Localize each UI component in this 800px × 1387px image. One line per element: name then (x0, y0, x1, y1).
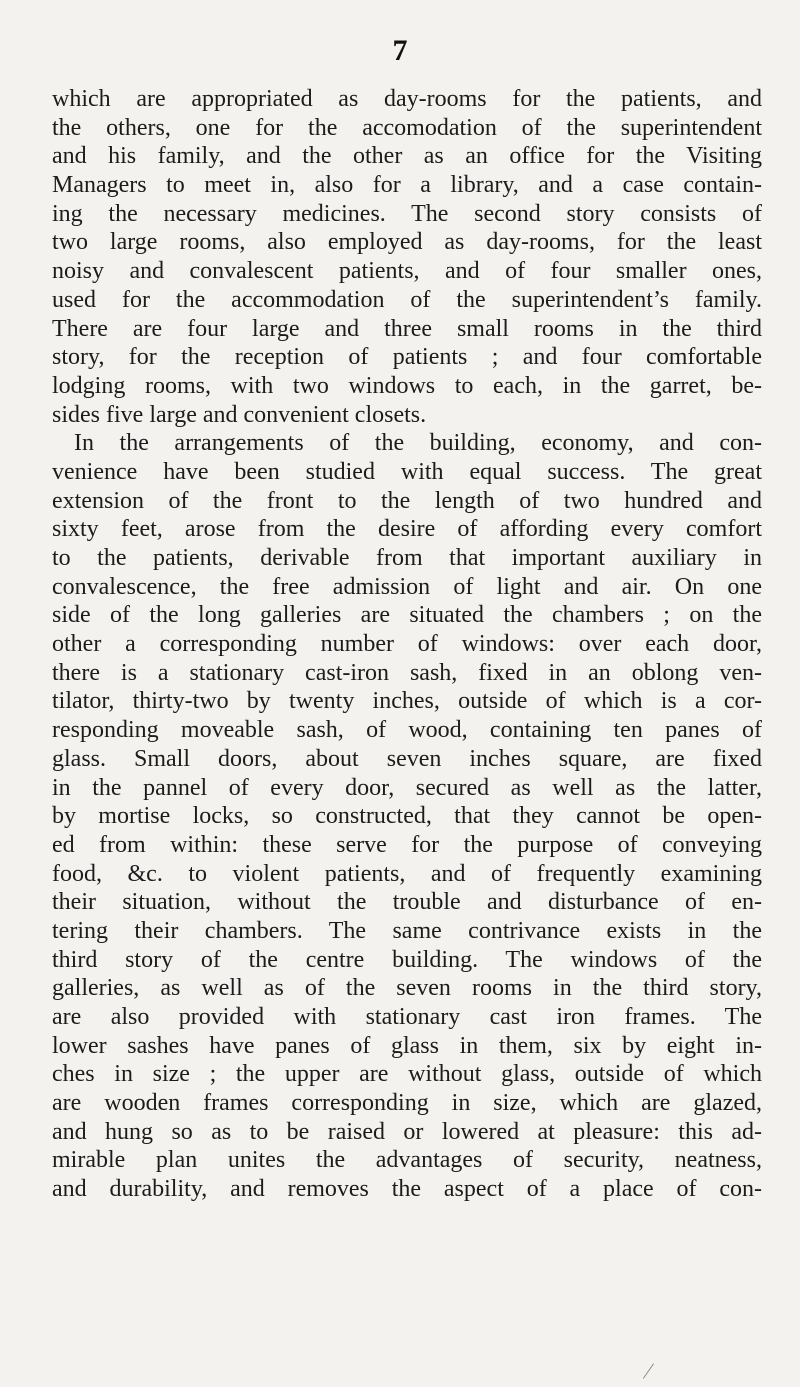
text-line: and durability, and removes the aspect of a place of con- (52, 1176, 762, 1203)
stray-pencil-mark (643, 1363, 654, 1378)
text-line: are also provided with stationary cast iron frames. The (52, 1004, 762, 1030)
text-line: galleries, as well as of the seven rooms in the third story, (52, 975, 762, 1002)
text-line: tering their chambers. The same contrivance exists in the (52, 917, 762, 944)
text-line: sides five large and convenient closets. (52, 401, 427, 428)
text-line: responding moveable sash, of wood, containing ten panes of (52, 717, 762, 744)
text-line: glass. Small doors, about seven inches square, are fixed (52, 745, 762, 772)
text-line: their situation, without the trouble and disturbance of en- (52, 889, 762, 916)
text-line: venience have been studied with equal success. The great (52, 458, 762, 485)
text-line: noisy and convalescent patients, and of four smaller ones, (52, 258, 762, 285)
text-line: and hung so as to be raised or lowered at pleasure: this ad- (52, 1118, 762, 1145)
text-line: ing the necessary medicines. The second story consists of (52, 200, 762, 227)
text-line: two large rooms, also employed as day-rooms, for the least (52, 229, 762, 256)
text-line: are wooden frames corresponding in size, which are glazed, (52, 1090, 762, 1117)
text-line: story, for the reception of patients ; and four comfortable (52, 344, 762, 371)
text-line: in the pannel of every door, secured as well as the latter, (52, 774, 762, 801)
text-line: the others, one for the accomodation of the superintendent (52, 114, 762, 141)
text-line: by mortise locks, so constructed, that they cannot be open- (52, 803, 762, 830)
text-line: ed from within: these serve for the purpose of conveying (52, 831, 762, 858)
text-line: convalescence, the free admission of light and air. On one (52, 573, 762, 600)
page-number: 7 (392, 34, 408, 67)
text-line: other a corresponding number of windows: over each door, (52, 631, 762, 658)
text-line: there is a stationary cast-iron sash, fixed in an oblong ven- (52, 659, 762, 686)
text-line: ches in size ; the upper are without glass, outside of which (52, 1061, 762, 1088)
text-line: sixty feet, arose from the desire of affording every comfort (52, 516, 762, 543)
text-line: to the patients, derivable from that important auxiliary in (52, 545, 762, 571)
text-line: mirable plan unites the advantages of security, neatness, (52, 1147, 762, 1174)
text-line: third story of the centre building. The windows of the (52, 946, 762, 973)
text-line: tilator, thirty-two by twenty inches, outside of which is a cor- (52, 688, 762, 715)
text-line: which are appropriated as day-rooms for the patients, and (52, 86, 762, 112)
text-line: Managers to meet in, also for a library, and a case contain- (52, 172, 762, 199)
text-line: In the arrangements of the building, economy, and con- (74, 430, 762, 457)
text-line: food, &c. to violent patients, and of frequently examining (52, 860, 762, 887)
text-line: extension of the front to the length of two hundred and (52, 487, 762, 514)
text-line: and his family, and the other as an office for the Visiting (52, 143, 762, 170)
text-line: used for the accommodation of the superintendent’s family. (52, 286, 762, 313)
text-line: There are four large and three small rooms in the third (52, 315, 762, 342)
body-text (52, 85, 762, 1204)
text-line: lodging rooms, with two windows to each, in the garret, be- (52, 372, 762, 399)
text-line: side of the long galleries are situated the chambers ; on the (52, 602, 762, 629)
text-line: lower sashes have panes of glass in them, six by eight in- (52, 1032, 762, 1059)
